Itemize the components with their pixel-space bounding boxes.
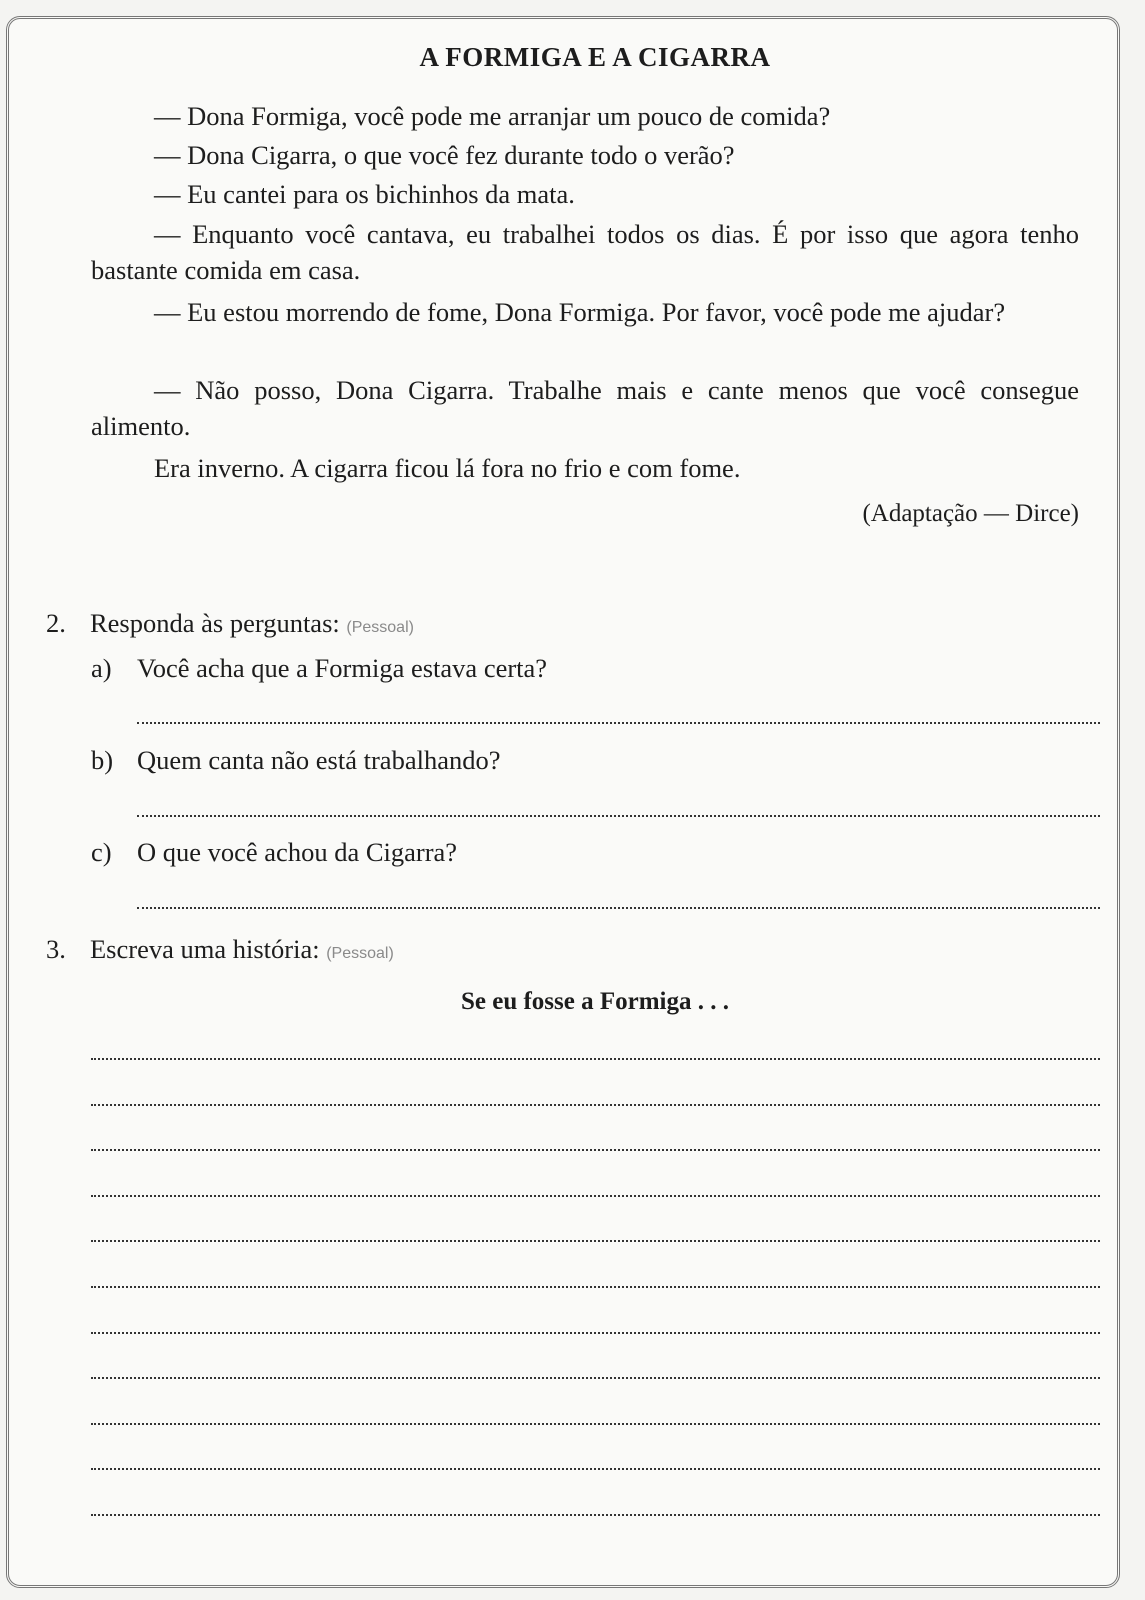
question-3 [46, 934, 394, 965]
item-letter: c) [91, 837, 112, 867]
story-title: A FORMIGA E A CIGARRA [419, 42, 771, 72]
writing-line[interactable] [91, 1514, 1100, 1516]
question-2c [91, 837, 457, 868]
item-letter: b) [91, 745, 114, 775]
writing-line[interactable] [91, 1286, 1100, 1288]
writing-line[interactable] [91, 1240, 1100, 1242]
writing-line[interactable] [91, 1423, 1100, 1425]
story-paragraph: — Eu estou morrendo de fome, Dona Formiga. Por favor, você pode me ajudar? [154, 297, 1006, 327]
story-paragraph: — Eu cantei para os bichinhos da mata. [154, 179, 575, 209]
question-2 [46, 608, 414, 639]
writing-line[interactable] [91, 1468, 1100, 1470]
question-text: Responda às perguntas: [90, 608, 340, 638]
item-text: Você acha que a Formiga estava certa? [137, 653, 548, 683]
question-text: Escreva uma história: [90, 934, 320, 964]
question-number: 2. [46, 608, 66, 638]
writing-line[interactable] [91, 1332, 1100, 1334]
question-note: (Pessoal) [326, 945, 394, 962]
question-note: (Pessoal) [346, 619, 414, 636]
question-2a [91, 653, 547, 684]
writing-line[interactable] [91, 1195, 1100, 1197]
story-paragraph: — Não posso, Dona Cigarra. Trabalhe mais e cante menos que você consegue alimento. [91, 375, 1079, 441]
question-2b [91, 745, 500, 776]
item-text: O que você achou da Cigarra? [137, 837, 458, 867]
story-paragraph: — Enquanto você cantava, eu trabalhei todos os dias. É por isso que agora tenho bastante comida em casa. [91, 219, 1079, 285]
answer-line-2b[interactable] [137, 815, 1100, 817]
story-paragraph: Era inverno. A cigarra ficou lá fora no frio e com fome. [154, 453, 741, 483]
writing-line[interactable] [91, 1149, 1100, 1151]
writing-line[interactable] [91, 1377, 1100, 1379]
writing-line[interactable] [91, 1104, 1100, 1106]
answer-line-2a[interactable] [137, 722, 1100, 724]
story-source: (Adaptação — Dirce) [862, 500, 1079, 527]
story-prompt: Se eu fosse a Formiga . . . [460, 988, 730, 1015]
story-paragraph: — Dona Cigarra, o que você fez durante todo o verão? [154, 140, 735, 170]
writing-line[interactable] [91, 1058, 1100, 1060]
answer-line-2c[interactable] [137, 907, 1100, 909]
item-letter: a) [91, 653, 112, 683]
question-number: 3. [46, 934, 66, 964]
story-paragraph: — Dona Formiga, você pode me arranjar um pouco de comida? [154, 101, 831, 131]
item-text: Quem canta não está trabalhando? [137, 745, 501, 775]
